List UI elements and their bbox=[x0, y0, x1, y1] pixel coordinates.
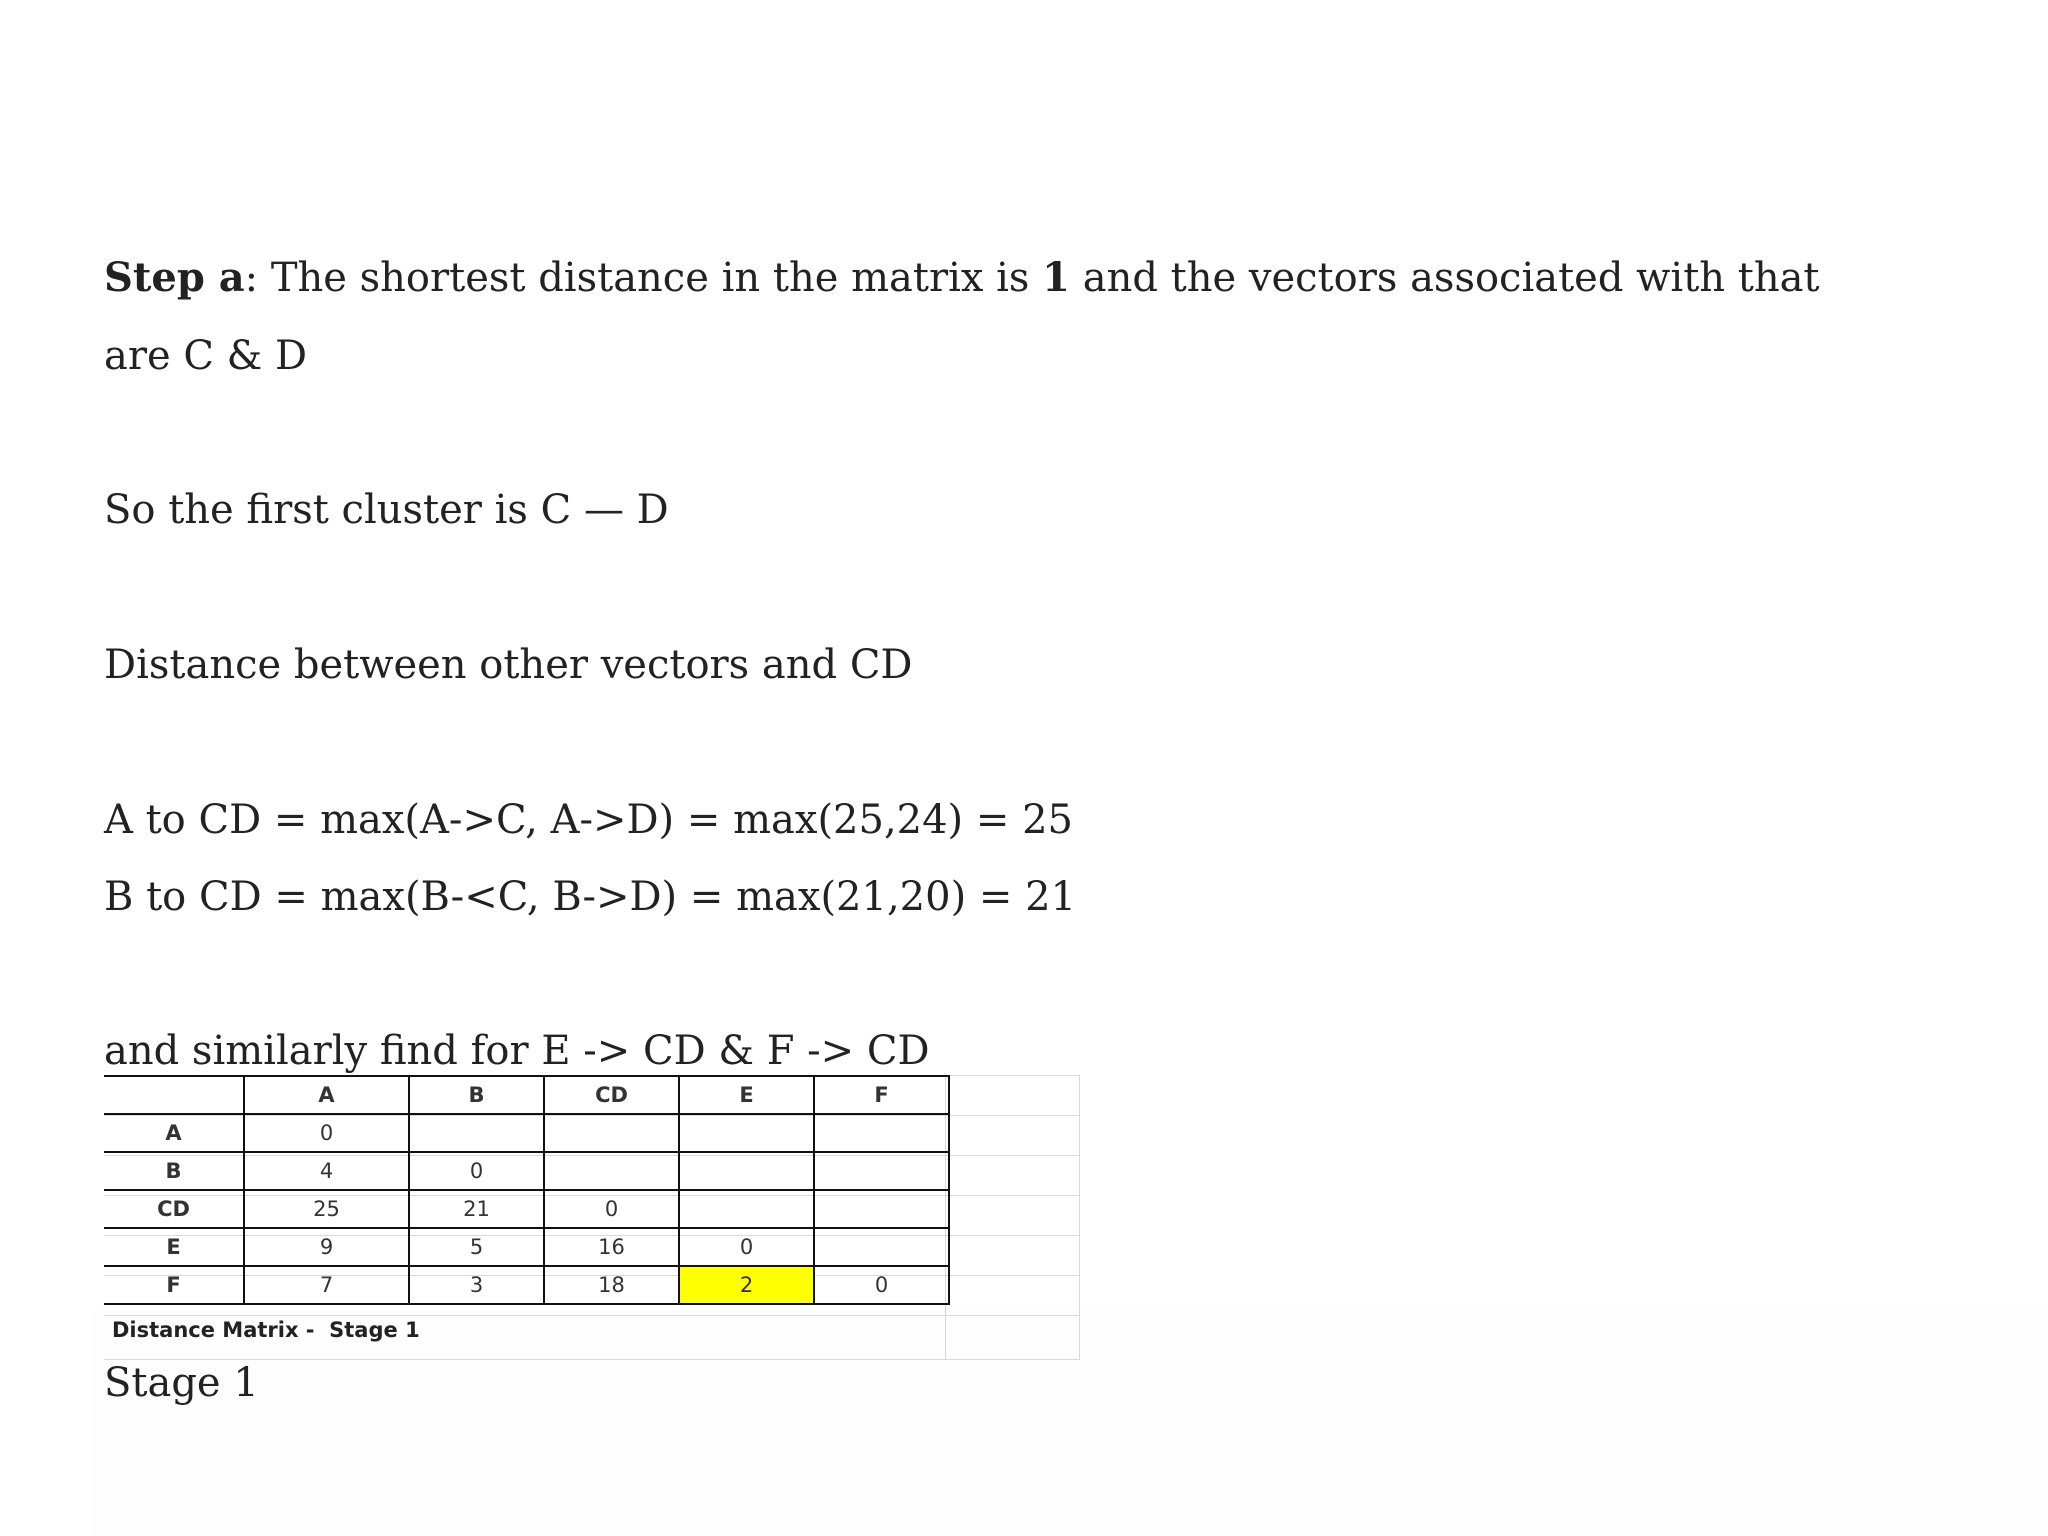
cell-f-a: 7 bbox=[244, 1266, 409, 1304]
step-a-paragraph bbox=[104, 254, 1820, 301]
col-header-e: E bbox=[679, 1076, 814, 1114]
a-to-cd-formula: A to CD = max(A->C, A->D) = max(25,24) = 25 bbox=[104, 797, 1074, 843]
cell-e-a: 9 bbox=[244, 1228, 409, 1266]
col-header-b: B bbox=[409, 1076, 544, 1114]
cell-e-f bbox=[814, 1228, 949, 1266]
cell-a-f bbox=[814, 1114, 949, 1152]
similarly-line: and similarly find for E -> CD & F -> CD bbox=[104, 1028, 930, 1074]
matrix-row-f bbox=[104, 1266, 949, 1304]
cell-a-a: 0 bbox=[244, 1114, 409, 1152]
step-text-2: and the vectors associated with that bbox=[1070, 255, 1820, 301]
col-header-f: F bbox=[814, 1076, 949, 1114]
cell-a-cd bbox=[544, 1114, 679, 1152]
cell-cd-e bbox=[679, 1190, 814, 1228]
row-header-a: A bbox=[104, 1114, 244, 1152]
cell-e-cd: 16 bbox=[544, 1228, 679, 1266]
cell-b-b: 0 bbox=[409, 1152, 544, 1190]
row-header-cd: CD bbox=[104, 1190, 244, 1228]
cell-a-b bbox=[409, 1114, 544, 1152]
step-label: Step a bbox=[104, 254, 245, 301]
b-to-cd-formula: B to CD = max(B-<C, B->D) = max(21,20) = 21 bbox=[104, 874, 1077, 920]
cell-cd-a: 25 bbox=[244, 1190, 409, 1228]
matrix-row-a bbox=[104, 1114, 949, 1152]
cell-a-e bbox=[679, 1114, 814, 1152]
col-header-a: A bbox=[244, 1076, 409, 1114]
cell-cd-f bbox=[814, 1190, 949, 1228]
cell-b-a: 4 bbox=[244, 1152, 409, 1190]
step-value: 1 bbox=[1042, 254, 1071, 301]
matrix-row-e bbox=[104, 1228, 949, 1266]
cell-f-b: 3 bbox=[409, 1266, 544, 1304]
row-header-b: B bbox=[104, 1152, 244, 1190]
cell-b-e bbox=[679, 1152, 814, 1190]
cell-b-f bbox=[814, 1152, 949, 1190]
matrix-row-b bbox=[104, 1152, 949, 1190]
first-cluster-line: So the first cluster is C — D bbox=[104, 487, 669, 533]
cell-f-e-highlighted: 2 bbox=[679, 1266, 814, 1304]
step-text-1: : The shortest distance in the matrix is bbox=[244, 255, 1043, 301]
row-header-e: E bbox=[104, 1228, 244, 1266]
distance-heading: Distance between other vectors and CD bbox=[104, 642, 913, 688]
step-a-line-2: are C & D bbox=[104, 333, 308, 379]
figure-caption: Stage 1 bbox=[104, 1360, 259, 1406]
matrix-header-row bbox=[104, 1076, 949, 1114]
cell-e-e: 0 bbox=[679, 1228, 814, 1266]
row-header-f: F bbox=[104, 1266, 244, 1304]
distance-matrix-table bbox=[104, 1075, 950, 1305]
cell-f-f: 0 bbox=[814, 1266, 949, 1304]
matrix-row-cd bbox=[104, 1190, 949, 1228]
distance-matrix-figure bbox=[104, 1075, 1080, 1360]
cell-e-b: 5 bbox=[409, 1228, 544, 1266]
cell-b-cd bbox=[544, 1152, 679, 1190]
cell-cd-b: 21 bbox=[409, 1190, 544, 1228]
cell-f-cd: 18 bbox=[544, 1266, 679, 1304]
matrix-caption: Distance Matrix - Stage 1 bbox=[112, 1318, 420, 1342]
col-header-cd: CD bbox=[544, 1076, 679, 1114]
cell-cd-cd: 0 bbox=[544, 1190, 679, 1228]
matrix-corner-cell bbox=[104, 1076, 244, 1114]
